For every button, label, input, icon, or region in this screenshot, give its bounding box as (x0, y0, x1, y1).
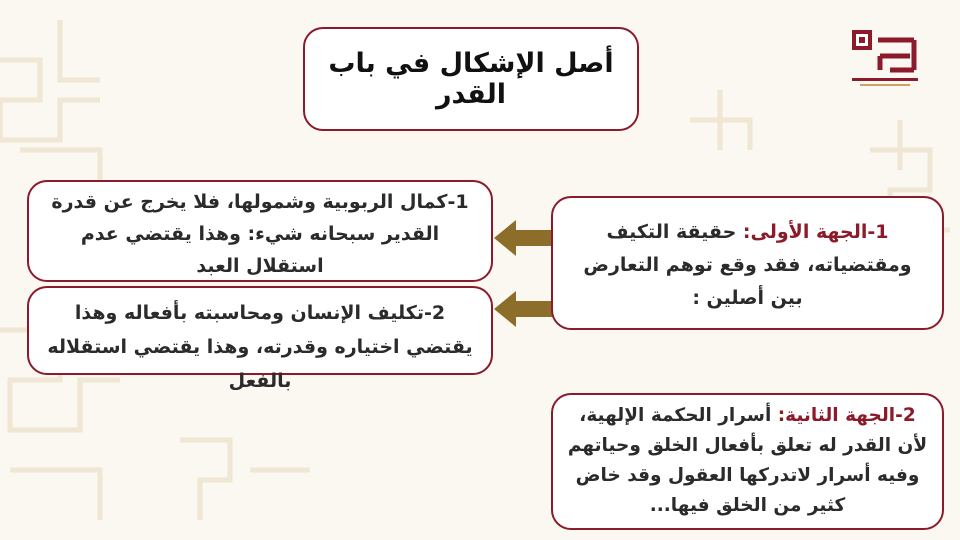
logo-icon (850, 26, 920, 90)
right-box-1-label: 1-الجهة الأولى: (742, 221, 889, 243)
arrow-left-icon (494, 289, 552, 329)
left-box-2 (27, 286, 493, 392)
right-box-2-label: 2-الجهة الثانية: (777, 405, 916, 426)
left-box-2-text: 2-تكليف الإنسان ومحاسبته بأفعاله وهذا يقتضي اختياره وقدرته، وهذا يقتضي استقلاله بالفعل (47, 302, 473, 392)
right-box-1 (551, 196, 944, 330)
right-box-2 (551, 393, 944, 530)
right-box-1-text: حقيقة التكيف ومقتضياته، فقد وقع توهم التعارض بين أصلين : (583, 221, 912, 309)
right-box-2-text: أسرار الحكمة الإلهية، لأن القدر له تعلق بأفعال الخلق وحياتهم وفيه أسرار لاتدركها العقول وقد خاض كثير من الخلق فيها... (567, 405, 928, 516)
left-box-1 (27, 180, 493, 282)
slide-title: أصل الإشكال في باب القدر (328, 48, 614, 110)
arrow-left-icon (494, 218, 552, 258)
slide-title-box (303, 27, 639, 131)
left-box-1-text: 1-كمال الربوبية وشمولها، فلا يخرج عن قدرة القدير سبحانه شيء: وهذا يقتضي عدم استقلال العبد (51, 191, 469, 277)
